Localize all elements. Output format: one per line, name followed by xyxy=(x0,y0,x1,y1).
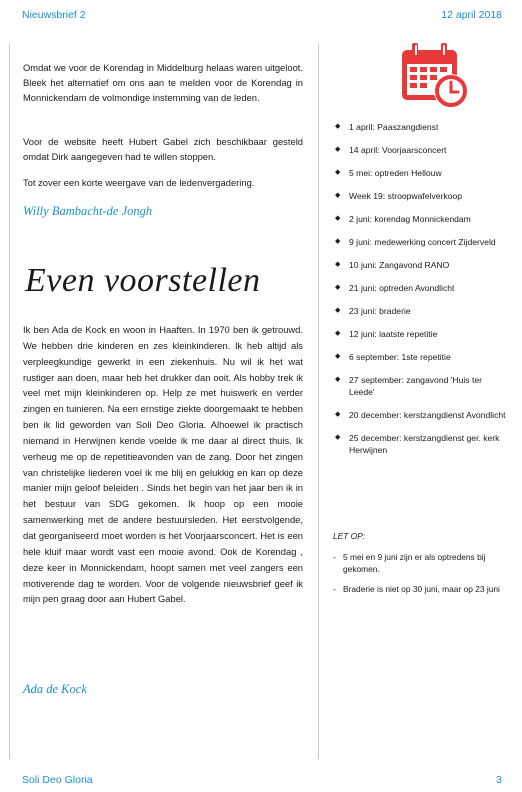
page-number: 3 xyxy=(496,774,502,786)
paragraph-introduction: Ik ben Ada de Kock en woon in Haaften. In 1970 ben ik getrouwd. We hebben drie kinderen en zes kleinkinderen. Ik heb altijd als verpleegkundige gewerkt in een ziekenhuis. Nu wil ik het wat rustiger aan doen, maar heb het drukker dan ooit. Als hobby trek ik veel met mijn kleinkinderen op. Help ze met huiswerk en verder zingen en tuinieren. Na een ernstige ziekte doorgemaakt te hebben ben ik lid geworden van Soli Deo Gloria. Alhoewel ik practisch niemand in Herwijnen kende voelde ik me daar al direct thuis. Ik verheug me op de repetitieavonden van de zang. Door het zingen van christelijke liederen voel ik me blij en gelukkig en kan op deze manier mijn geloof beleiden . Sinds het begin van het jaar ben ik in het bestuur van SDG gekomen. Ik hoop op een mooie samenwerking met de andere bestuursleden. Het eerstvolgende, dat georganiseerd moet worden is het Voorjaarsconcert. Het is een hele kluif maar wordt vast een mooie avond. Ook de Korendag , deze keer in Monnickendam, hoopt samen met veel zangers een motiverende dag te worden. Voor de volgende nieuwsbrief geef ik mijn pen graag door aan Hubert Gabel. xyxy=(23,324,303,605)
bullet-icon: ◆ xyxy=(335,215,341,222)
agenda-item-text: 21 juni: optreden Avondlicht xyxy=(349,283,455,293)
bullet-icon: ◆ xyxy=(335,434,341,441)
agenda-item-text: 12 juni: laatste repetitie xyxy=(349,329,438,339)
note-item-text: Braderie is niet op 30 juni, maar op 23 juni xyxy=(343,584,500,594)
agenda-item xyxy=(335,374,507,398)
bullet-icon: ◆ xyxy=(335,353,341,360)
agenda-item xyxy=(335,121,507,133)
bullet-icon: ◆ xyxy=(335,411,341,418)
dash-marker: - xyxy=(333,552,336,562)
column-divider xyxy=(318,44,319,759)
agenda-item xyxy=(335,351,507,363)
left-divider xyxy=(9,44,10,759)
issue-date: 12 april 2018 xyxy=(441,9,502,21)
agenda-item xyxy=(335,282,507,294)
note-item xyxy=(333,583,505,595)
newsletter-title: Nieuwsbrief 2 xyxy=(22,9,86,21)
agenda-item-text: 25 december: kerstzangdienst ger. kerk Herwijnen xyxy=(349,433,500,455)
agenda-item-text: 27 september: zangavond 'Huis ter Leede' xyxy=(349,375,483,397)
section-heading: Even voorstellen xyxy=(25,262,261,299)
agenda-item-text: 9 juni: medewerking concert Zijderveld xyxy=(349,237,496,247)
paragraph-summary: Tot zover een korte weergave van de ledenvergadering. xyxy=(23,177,255,188)
agenda-item xyxy=(335,259,507,271)
bullet-icon: ◆ xyxy=(335,330,341,337)
agenda-item xyxy=(335,432,507,456)
agenda-item xyxy=(335,190,507,202)
agenda-item-text: 23 juni: braderie xyxy=(349,306,411,316)
note-item-text: 5 mei en 9 juni zijn er als optredens bij gekomen. xyxy=(343,552,486,574)
notes-list xyxy=(333,551,505,603)
agenda-item-text: 6 september: 1ste repetitie xyxy=(349,352,451,362)
signature-ada: Ada de Kock xyxy=(23,682,87,696)
agenda-item-text: 1 april: Paaszangdienst xyxy=(349,122,439,132)
agenda-item xyxy=(335,305,507,317)
bullet-icon: ◆ xyxy=(335,146,341,153)
paragraph-website: Voor de website heeft Hubert Gabel zich beschikbaar gesteld omdat Dirk aangegeven had te willen stoppen. xyxy=(23,136,303,162)
agenda-item xyxy=(335,236,507,248)
bullet-icon: ◆ xyxy=(335,192,341,199)
note-item xyxy=(333,551,505,575)
agenda-item xyxy=(335,409,507,421)
bullet-icon: ◆ xyxy=(335,376,341,383)
bullet-icon: ◆ xyxy=(335,238,341,245)
agenda-item-text: 2 juni: korendag Monnickendam xyxy=(349,214,471,224)
bullet-icon: ◆ xyxy=(335,284,341,291)
agenda-item-text: 20 december: kerstzangdienst Avondlicht xyxy=(349,410,506,420)
agenda-item-text: 5 mei: optreden Hellouw xyxy=(349,168,442,178)
bullet-icon: ◆ xyxy=(335,169,341,176)
note-title: LET OP: xyxy=(333,531,366,541)
agenda-item-text: 14 april: Voorjaarsconcert xyxy=(349,145,447,155)
agenda-item xyxy=(335,328,507,340)
footer-org: Soli Deo Gloria xyxy=(22,774,93,786)
agenda-item xyxy=(335,144,507,156)
calendar-clock-icon xyxy=(399,42,469,110)
agenda-item xyxy=(335,213,507,225)
paragraph-korendag: Omdat we voor de Korendag in Middelburg helaas waren uitgeloot. Bleek het alternatief om ons aan te melden voor de Korendag in Monnickendam de volmondige instemming van de leden. xyxy=(23,62,303,103)
agenda-item xyxy=(335,167,507,179)
signature-willy: Willy Bambacht-de Jongh xyxy=(23,204,153,218)
dash-marker: - xyxy=(333,584,336,594)
agenda-item-text: Week 19: stroopwafelverkoop xyxy=(349,191,463,201)
bullet-icon: ◆ xyxy=(335,261,341,268)
bullet-icon: ◆ xyxy=(335,307,341,314)
bullet-icon: ◆ xyxy=(335,123,341,130)
agenda-list xyxy=(335,121,507,467)
agenda-item-text: 10 juni: Zangavond RANO xyxy=(349,260,450,270)
